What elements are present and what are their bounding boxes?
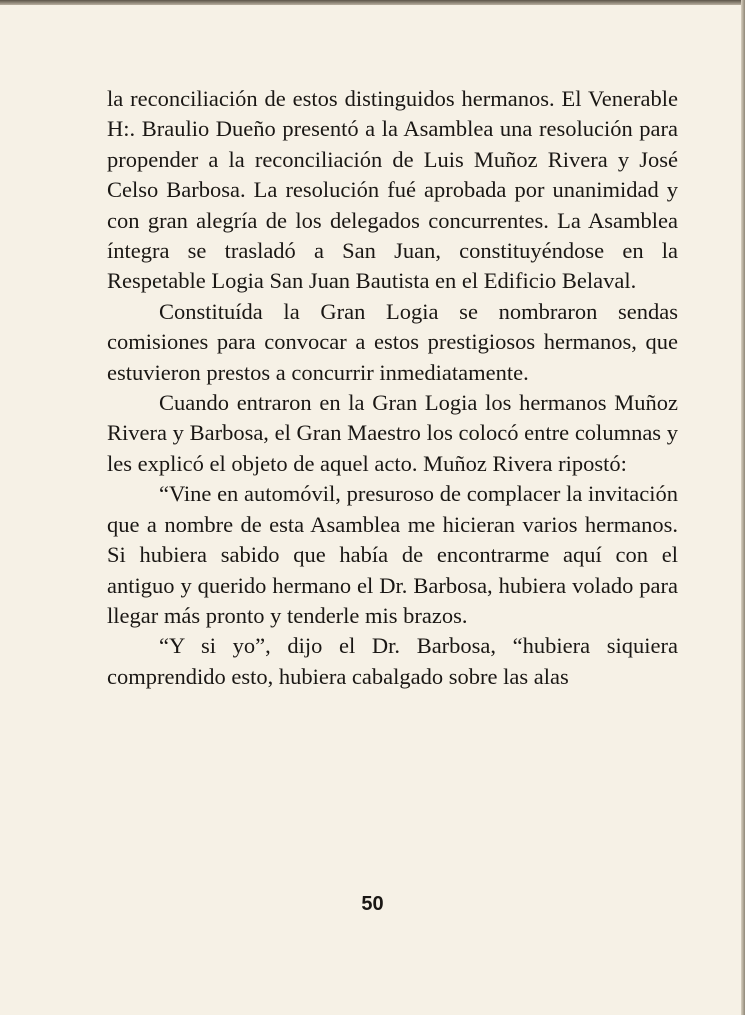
paragraph-5: “Y si yo”, dijo el Dr. Barbosa, “hubiera siquiera comprendido esto, hubiera cabalgado sobre las alas bbox=[107, 633, 678, 689]
paragraph-1: la reconciliación de estos distinguidos hermanos. El Venerable H:. Braulio Dueño presentó a la Asamblea una resolución para propender a la reconciliación de Luis Muñoz Rivera y José Celso Barbosa. La resolución fué aprobada por unanimidad y con gran alegría de los delegados concurrentes. La Asamblea íntegra se trasladó a San Juan, constituyéndose en la Respetable Logia San Juan Bautista en el Edificio Belaval. bbox=[107, 86, 678, 294]
paragraph-2: Constituída la Gran Logia se nombraron sendas comisiones para convocar a estos prestigiosos hermanos, que estuvieron prestos a concurrir inmediatamente. bbox=[107, 298, 678, 385]
body-text bbox=[107, 84, 678, 692]
paragraph-3: Cuando entraron en la Gran Logia los hermanos Muñoz Rivera y Barbosa, el Gran Maestro los colocó entre columnas y les explicó el objeto de aquel acto. Muñoz Rivera ripostó: bbox=[107, 390, 678, 476]
page-right-edge bbox=[741, 0, 745, 1015]
paragraph-4: “Vine en automóvil, presuroso de complacer la invitación que a nombre de esta Asamblea me hicieran varios hermanos. Si hubiera sabido que había de encontrarme aquí con el antiguo y querido hermano el Dr. Barbosa, hubiera volado para llegar más pronto y tenderle mis brazos. bbox=[107, 481, 678, 628]
page-number: 50 bbox=[361, 893, 384, 915]
page-top-edge bbox=[0, 0, 745, 5]
